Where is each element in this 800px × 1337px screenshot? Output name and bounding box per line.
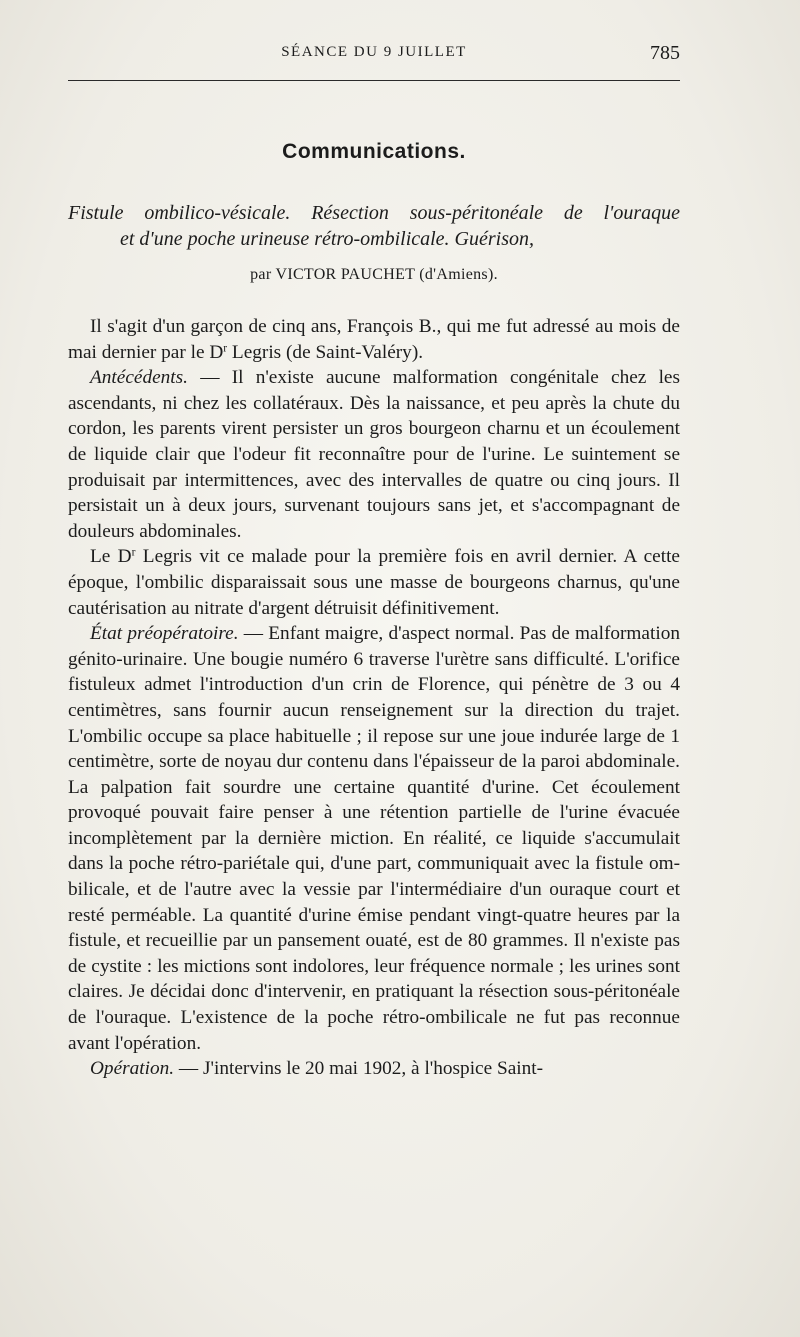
article-title-line-1: Fistule ombilico-vésicale. Résection sous-péritonéale de l'ouraque [68,202,680,224]
paragraph-referral [68,544,680,621]
running-head [68,44,680,68]
page-number: 785 [650,42,680,64]
running-title: SÉANCE DU 9 JUILLET [281,44,467,60]
doctor-abbrev-superscript: r [131,545,136,559]
paragraph-intro-text-b: Legris (de Saint-Valéry). [227,341,424,363]
paragraph-intro-text-a: Il s'agit d'un garçon de cinq ans, François B., qui me fut adressé au mois de mai dernier par le D [68,316,680,363]
paragraph-operation [68,1056,680,1082]
paragraph-referral-text-a: Le D [90,546,132,568]
preoperative-heading: État préopératoire. [90,623,239,645]
author-byline: par VICTOR PAUCHET (d'Amiens). [250,266,498,283]
antecedents-heading: Antécédents. [90,367,188,389]
section-title: Communications. [282,140,466,163]
paragraph-antecedents [68,365,680,544]
operation-text: — J'intervins le 20 mai 1902, à l'hospice Saint- [174,1058,544,1080]
operation-heading: Opération. [90,1058,175,1080]
article-title-line-2: et d'une poche urineuse rétro-ombilicale. Guérison, [120,228,535,250]
preoperative-text: — Enfant maigre, d'aspect normal. Pas de malformation génito-urinaire. Une bougie numéro 6 traverse l'urètre sans difficulté. L'orifice fistuleux admet l'introduction d'un crin de Florence, qui pénètre de 3 ou 4 centimètres, sans fournir aucun renseignement sur la direction du trajet. L'ombilic occupe sa place habituelle ; il repose sur une joue indurée large de 1 centimètre, sorte de noyau dur contenu dans l'épaisseur de la paroi abdominale. La palpation fait sourdre une certaine quantité d'urine. Cet écoulement provoqué pouvait faire penser à une rétention partielle de l'urine évacuée incomplètement par la dernière miction. En réalité, ce liquide s'accumulait dans la poche rétro-pariétale qui, d'une part, communiquait avec la fistule ombilicale, et de l'autre avec la vessie par l'intermédiaire d'un ouraque court et resté perméable. La quantité d'urine émise pendant vingt-quatre heures par la fistule, et recueillie par un pansement ouaté, est de 80 grammes. Il n'existe pas de cystite : les mictions sont indolores, leur fréquence normale ; les urines sont claires. Je décidai donc d'intervenir, en pratiquant la résection sous-péritonéale de l'ouraque. L'existence de la poche rétro-ombilicale ne fut pas reconnue avant l'opération. [68,623,680,1054]
article-body [68,314,680,1082]
paragraph-preoperative [68,621,680,1056]
doctor-abbrev-superscript: r [223,341,228,355]
header-rule [68,80,680,81]
paragraph-intro [68,314,680,365]
paragraph-referral-text-b: Legris vit ce malade pour la première fois en avril dernier. A cette époque, l'ombilic disparaissait sous une masse de bourgeons charnus, qu'une cautérisation au nitrate d'argent détruisit définitivement. [68,546,680,619]
article-title [68,200,680,252]
antecedents-text: — Il n'existe aucune malformation congénitale chez les ascendants, ni chez les collatéraux. Dès la naissance, et peu après la chute du cordon, les parents virent persister un gros bourgeon charnu et un écoulement de liquide clair que l'odeur fit reconnaître pour de l'urine. Le suintement se produisait par intermittences, avec des intervalles de quatre ou cinq jours. Il persistait un à deux jours, survenant toujours sans jet, et s'accompagnant de douleurs abdominales. [68,367,680,542]
